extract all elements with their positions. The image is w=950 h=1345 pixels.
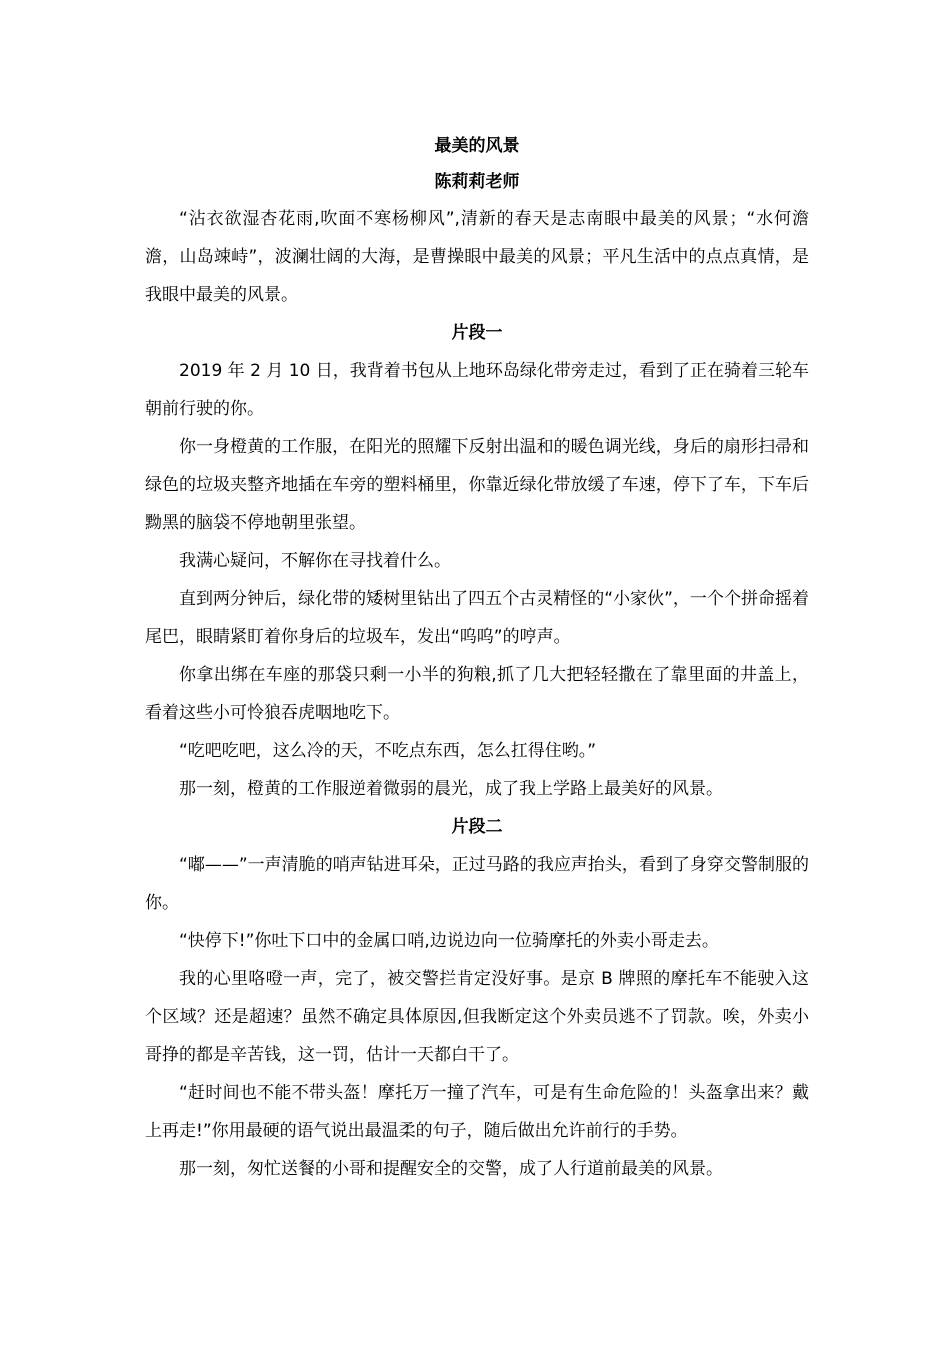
- section1-paragraph-4: 直到两分钟后，绿化带的矮树里钻出了四五个古灵精怪的“小家伙”，一个个拼命摇着尾巴，眼睛紧盯着你身后的垃圾车，发出“呜呜”的哼声。: [145, 589, 809, 647]
- section2-paragraph-2: “快停下!”你吐下口中的金属口哨,边说边向一位骑摩托的外卖小哥走去。: [179, 931, 719, 951]
- intro-paragraph: “沾衣欲湿杏花雨,吹面不寒杨柳风”,清新的春天是志南眼中最美的风景；“水何澹澹，山岛竦峙”，波澜壮阔的大海，是曹操眼中最美的风景；平凡生活中的点点真情，是我眼中最美的风景。: [145, 209, 809, 305]
- section-heading-2: 片段二: [451, 817, 503, 837]
- section1-paragraph-3: 我满心疑问，不解你在寻找着什么。: [179, 551, 451, 571]
- section1-paragraph-1: 2019 年 2 月 10 日，我背着书包从上地环岛绿化带旁走过，看到了正在骑着三轮车朝前行驶的你。: [145, 361, 809, 419]
- section2-paragraph-5: 那一刻，匆忙送餐的小哥和提醒安全的交警，成了人行道前最美的风景。: [179, 1159, 723, 1179]
- section2-paragraph-1: “嘟——”一声清脆的哨声钻进耳朵，正过马路的我应声抬头，看到了身穿交警制服的你。: [145, 855, 809, 913]
- document-title: 最美的风景: [434, 136, 520, 156]
- section1-paragraph-5: 你拿出绑在车座的那袋只剩一小半的狗粮,抓了几大把轻轻撒在了靠里面的井盖上，看着这些小可怜狼吞虎咽地吃下。: [145, 665, 809, 723]
- section1-paragraph-2: 你一身橙黄的工作服，在阳光的照耀下反射出温和的暖色调光线，身后的扇形扫帚和绿色的垃圾夹整齐地插在车旁的塑料桶里，你靠近绿化带放缓了车速，停下了车，下车后黝黑的脑袋不停地朝里张望。: [145, 437, 809, 533]
- section-heading-1: 片段一: [451, 323, 503, 343]
- section2-paragraph-4: “赶时间也不能不带头盔！摩托万一撞了汽车，可是有生命危险的！头盔拿出来？戴上再走!”你用最硬的语气说出最温柔的句子，随后做出允许前行的手势。: [145, 1083, 809, 1141]
- section1-paragraph-7: 那一刻，橙黄的工作服逆着微弱的晨光，成了我上学路上最美好的风景。: [179, 779, 723, 799]
- document-page: [145, 136, 809, 1188]
- author-line: 陈莉莉老师: [434, 172, 520, 192]
- section2-paragraph-3: 我的心里咯噔一声，完了，被交警拦肯定没好事。是京 B 牌照的摩托车不能驶入这个区域？还是超速？虽然不确定具体原因,但我断定这个外卖员逃不了罚款。唉，外卖小哥挣的都是辛苦钱，这一罚，估计一天都白干了。: [145, 969, 809, 1065]
- section1-paragraph-6: “吃吧吃吧，这么冷的天，不吃点东西，怎么扛得住哟。”: [179, 741, 597, 761]
